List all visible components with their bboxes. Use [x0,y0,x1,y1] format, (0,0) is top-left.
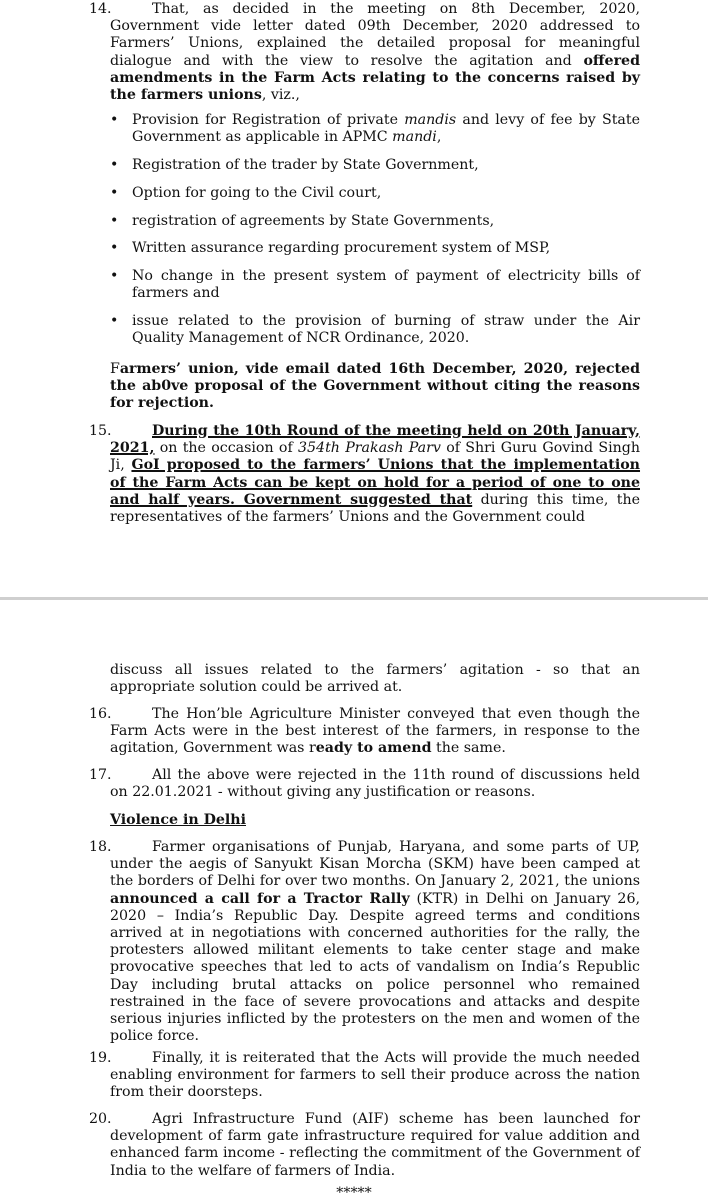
document-page-1 [0,0,708,598]
paragraph-16: The Hon’ble Agriculture Minister conveyed that even though the Farm Acts were in the best interest of the farmers, in response to the agitation, Government was ready to amend the same. [110,706,640,757]
end-of-document-mark: ***** [336,1185,372,1201]
paragraph-18: Farmer organisations of Punjab, Haryana, and some parts of UP, under the aegis of Sanyukt Kisan Morcha (SKM) have been camped at the borders of Delhi for over two months. On January 2, 2021, the unions announced a call for a Tractor Rally (KTR) in Delhi on January 26, 2020 – India’s Republic Day. Despite agreed terms and conditions arrived at in negotiations with concerned authorities for the rally, the protesters allowed militant elements to take center stage and make provocative speeches that led to acts of vandalism on India’s Republic Day including brutal attacks on police personnel who remained restrained in the face of severe provocations and attacks and despite serious injuries inflicted by the protesters on the men and women of the police force. [110,839,640,1045]
paragraph-number: 16. [89,706,112,722]
paragraph-number: 17. [89,767,112,783]
list-item: • Written assurance regarding procurement system of MSP, [110,240,640,257]
paragraph-number: 14. [89,1,112,17]
list-item: • Provision for Registration of private mandis and levy of fee by State Government as applicable in APMC mandi, [110,112,640,146]
paragraph-number: 20. [89,1111,112,1127]
paragraph-15-continued: discuss all issues related to the farmers’ agitation - so that an appropriate solution could be arrived at. [110,662,640,696]
list-item: • Registration of the trader by State Government, [110,157,640,174]
paragraph-number: 18. [89,839,112,855]
paragraph-15: During the 10th Round of the meeting held on 20th January, 2021, on the occasion of 354th Prakash Parv of Shri Guru Govind Singh Ji, GoI proposed to the farmers’ Unions that the implementation of the Farm Acts can be kept on hold for a period of one to one and half years. Government suggested that during this time, the representatives of the farmers’ Unions and the Government could [110,423,641,526]
amendment-bullet-list [110,112,640,358]
paragraph-17: All the above were rejected in the 11th round of discussions held on 22.01.2021 - without giving any justification or reasons. [110,767,640,801]
paragraph-14: That, as decided in the meeting on 8th December, 2020, Government vide letter dated 09th December, 2020 addressed to Farmers’ Unions, explained the detailed proposal for meaningful dialogue and with the view to resolve the agitation and offered amendments in the Farm Acts relating to the concerns raised by the farmers unions, viz., [110,1,640,104]
list-item: • No change in the present system of payment of electricity bills of farmers and [110,268,640,302]
document-page-2 [0,600,708,1200]
paragraph-number: 15. [89,423,112,439]
list-item: • registration of agreements by State Governments, [110,213,640,230]
paragraph-19: Finally, it is reiterated that the Acts will provide the much needed enabling environment for farmers to sell their produce across the nation from their doorsteps. [110,1050,640,1101]
section-heading: Violence in Delhi [110,812,247,828]
paragraph-14-rejection: Farmers’ union, vide email dated 16th December, 2020, rejected the ab0ve proposal of the Government without citing the reasons for rejection. [110,361,640,412]
list-item: • issue related to the provision of burning of straw under the Air Quality Management of NCR Ordinance, 2020. [110,313,640,347]
paragraph-number: 19. [89,1050,112,1066]
list-item: • Option for going to the Civil court, [110,185,640,202]
paragraph-20: Agri Infrastructure Fund (AIF) scheme has been launched for development of farm gate infrastructure required for value addition and enhanced farm income - reflecting the commitment of the Government of India to the welfare of farmers of India. [110,1111,640,1179]
